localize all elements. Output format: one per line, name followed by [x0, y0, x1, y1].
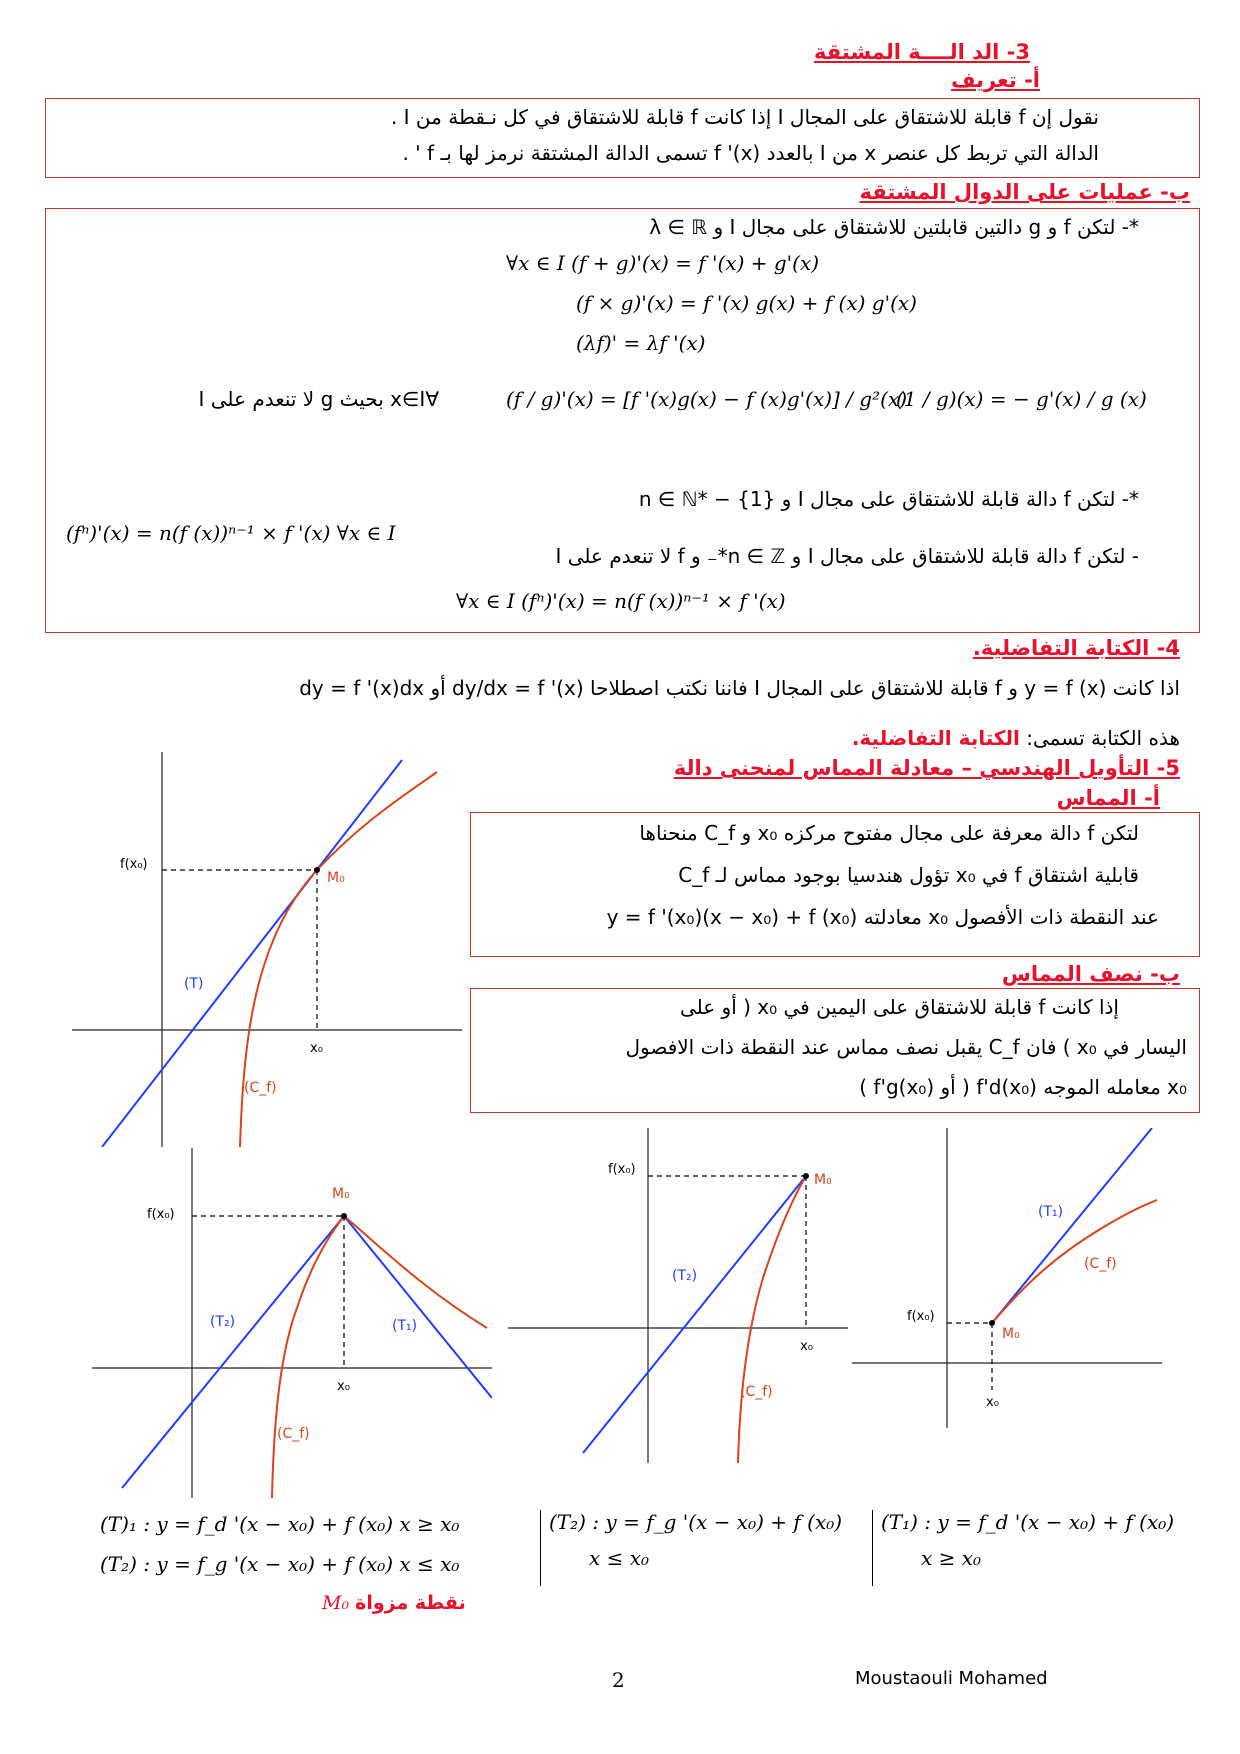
- equation-sum: ∀x ∈ I (f + g)'(x) = f '(x) + g'(x): [506, 251, 820, 275]
- graph2-x0-label: x₀: [337, 1379, 350, 1394]
- graph3-C-label: (C_f): [740, 1384, 773, 1400]
- tangent-line-2: قابلية اشتقاق f في x₀ تؤول هندسيا بوجود مماس لـ C_f: [678, 863, 1139, 887]
- left-half-cond: x ≤ x₀: [589, 1546, 650, 1570]
- differential-line-2: [852, 726, 1180, 750]
- half-tangent-box: [470, 988, 1200, 1113]
- graph4-x0-label: x₀: [986, 1395, 999, 1410]
- graph3-fx0-label: f(x₀): [608, 1162, 636, 1177]
- graph4-C-label: (C_f): [1084, 1256, 1117, 1272]
- graph2-T1-label: (T₁): [392, 1318, 418, 1334]
- tangent-box: [470, 812, 1200, 957]
- equation-power-2: ∀x ∈ I (fⁿ)'(x) = n(f (x))ⁿ⁻¹ × f '(x): [456, 589, 786, 613]
- definition-box: [45, 98, 1200, 178]
- graph-right-half-tangent: [852, 1128, 1162, 1428]
- tangent-title: أ- المماس: [1056, 786, 1160, 810]
- corner-point-name: M₀: [322, 1592, 350, 1614]
- differential-term: الكتابة التفاضلية.: [851, 726, 1020, 750]
- graph-tangent: [72, 752, 462, 1147]
- definition-line-1: نقول إن f قابلة للاشتقاق على المجال I إذا كانت f قابلة للاشتقاق في كل نـقطة من I .: [390, 105, 1099, 129]
- corner-eq-t1: (T)₁ : y = f_d '(x − x₀) + f (x₀) x ≥ x₀: [100, 1512, 460, 1536]
- corner-point-caption: [322, 1592, 466, 1614]
- graph1-C-label: (C_f): [244, 1080, 277, 1096]
- half-tangent-line-2: اليسار في x₀ ) فان C_f يقبل نصف مماس عند النقطة ذات الافصول: [625, 1035, 1187, 1059]
- quotient-condition: ∀x∈I بحيث g لا تنعدم على I: [198, 387, 439, 411]
- graph4-T1-label: (T₁): [1038, 1204, 1064, 1220]
- graph3-point: [803, 1173, 809, 1179]
- graph2-M-label: M₀: [332, 1186, 350, 1202]
- tangent-line-3: عند النقطة ذات الأفصول x₀ معادلته y = f '(x₀)(x − x₀) + f (x₀): [606, 905, 1159, 929]
- right-half-system: [872, 1510, 1174, 1586]
- graph4-fx0-label: f(x₀): [907, 1309, 935, 1324]
- right-half-cond: x ≥ x₀: [921, 1546, 982, 1570]
- author-name: Moustaouli Mohamed: [855, 1668, 1048, 1689]
- graph-left-half-tangent: [508, 1128, 848, 1463]
- negative-power-intro: - لتكن f دالة قابلة للاشتقاق على مجال I و n ∈ ℤ*₋ و f لا تنعدم على I: [555, 544, 1139, 568]
- operations-intro: *- لتكن f و g دالتين قابلتين للاشتقاق على مجال I و λ ∈ ℝ: [649, 215, 1139, 239]
- graph2-tangent-t1: [344, 1216, 492, 1398]
- differential-line-2-prefix: هذه الكتابة تسمى:: [1026, 726, 1180, 750]
- graph2-C-label: (C_f): [277, 1426, 310, 1442]
- graph4-M-label: M₀: [1002, 1326, 1020, 1342]
- graph2-curve-right: [344, 1216, 487, 1328]
- differential-line-1: اذا كانت y = f (x) و f قابلة للاشتقاق على المجال I فاننا نكتب اصطلاحا dy/dx = f '(x) أو dy = f '(x)dx: [299, 676, 1180, 700]
- graph-corner-point: [92, 1148, 492, 1498]
- graph3-x0-label: x₀: [800, 1339, 813, 1354]
- graph3-tangent-t2: [583, 1176, 806, 1453]
- definition-line-2: الدالة التي تربط كل عنصر x من I بالعدد f '(x) تسمى الدالة المشتقة نرمز لها بـ f ' .: [402, 141, 1099, 165]
- page-number: 2: [612, 1668, 625, 1692]
- section-3-title: 3- الد الــــة المشتقة: [814, 40, 1030, 64]
- half-tangent-line-3: x₀ معامله الموجه f'd(x₀) ( أو f'g(x₀) ): [859, 1075, 1187, 1099]
- graph2-curve-left: [272, 1216, 344, 1498]
- corner-eq-t2: (T₂) : y = f_g '(x − x₀) + f (x₀) x ≤ x₀: [100, 1552, 460, 1576]
- graph2-T2-label: (T₂): [210, 1314, 236, 1330]
- graph4-curve: [992, 1200, 1157, 1323]
- left-half-system: [540, 1510, 842, 1586]
- right-half-eq: (T₁) : y = f_d '(x − x₀) + f (x₀): [881, 1510, 1175, 1534]
- operations-title: ب- عمليات على الدوال المشتقة: [859, 180, 1190, 204]
- equation-quotient: (f / g)'(x) = [f '(x)g(x) − f (x)g'(x)] / g²(x): [506, 387, 908, 411]
- equation-scalar: (λf)' = λf '(x): [576, 331, 706, 355]
- equation-product: (f × g)'(x) = f '(x) g(x) + f (x) g'(x): [576, 291, 917, 315]
- graph4-tangent-t1: [992, 1128, 1152, 1323]
- equation-inverse: (1 / g)(x) = − g'(x) / g (x): [896, 387, 1147, 411]
- definition-title: أ- تعريف: [951, 68, 1040, 92]
- graph4-point: [989, 1320, 995, 1326]
- graph2-fx0-label: f(x₀): [147, 1207, 175, 1222]
- graph1-M-label: M₀: [327, 870, 345, 886]
- left-half-eq: (T₂) : y = f_g '(x − x₀) + f (x₀): [549, 1510, 843, 1534]
- equation-power: (fⁿ)'(x) = n(f (x))ⁿ⁻¹ × f '(x) ∀x ∈ I: [66, 521, 396, 545]
- corner-point-label: نقطة مزواة: [355, 1592, 466, 1614]
- graph3-T2-label: (T₂): [672, 1268, 698, 1284]
- graph2-point: [341, 1213, 347, 1219]
- graph3-M-label: M₀: [814, 1172, 832, 1188]
- graph1-T-label: (T): [184, 976, 204, 992]
- section-4-title: 4- الكتابة التفاضلية.: [972, 636, 1180, 660]
- section-5-title: 5- التأويل الهندسي – معادلة المماس لمنحنى دالة: [673, 756, 1180, 780]
- graph1-x0-label: x₀: [310, 1041, 323, 1056]
- power-intro: *- لتكن f دالة قابلة للاشتقاق على مجال I و n ∈ ℕ* − {1}: [638, 487, 1139, 511]
- graph1-point: [314, 867, 320, 873]
- half-tangent-line-1: إذا كانت f قابلة للاشتقاق على اليمين في x₀ ( أو على: [679, 995, 1119, 1019]
- operations-box: [45, 208, 1200, 633]
- graph1-fx0-label: f(x₀): [120, 857, 148, 872]
- graph2-tangent-t2: [122, 1216, 344, 1488]
- tangent-line-1: لتكن f دالة معرفة على مجال مفتوح مركزه x₀ و C_f منحناها: [639, 821, 1139, 845]
- half-tangent-title: ب- نصف المماس: [1001, 962, 1180, 986]
